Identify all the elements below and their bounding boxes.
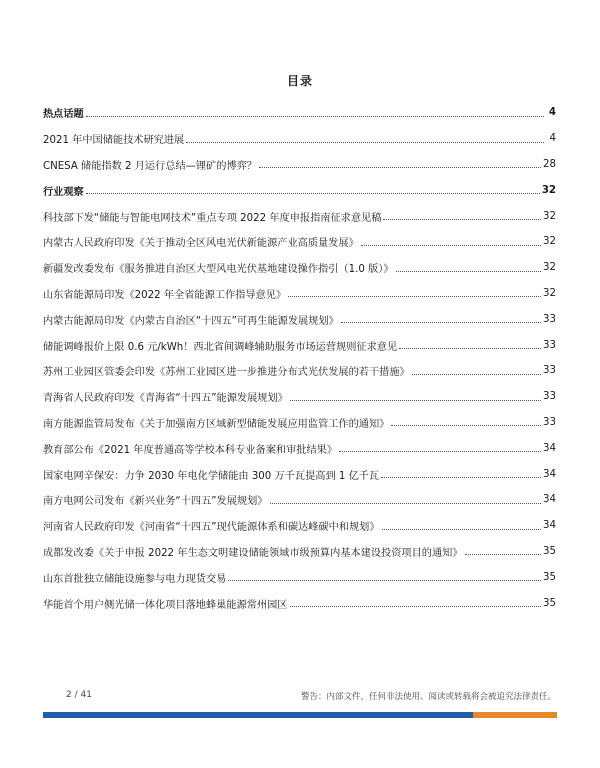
toc-section-entry[interactable] <box>43 177 556 203</box>
dot-leader <box>259 166 541 168</box>
toc-entry-title: 2021 年中国储能技术研究进展 <box>43 135 185 147</box>
page-title: 目录 <box>286 74 313 88</box>
toc-entry-page: 4 <box>549 133 556 145</box>
dot-leader <box>341 321 541 323</box>
dot-leader <box>381 476 541 478</box>
toc-entry[interactable] <box>43 306 556 332</box>
dot-leader <box>288 295 541 297</box>
toc-entry-title: 科技部下发“储能与智能电网技术”重点专项 2022 年度申报指南征求意见稿 <box>43 212 382 224</box>
dot-leader <box>396 270 542 272</box>
page-number: 2 / 41 <box>66 690 92 700</box>
toc-entry-title: 储能调峰报价上限 0.6 元/kWh！西北省间调峰辅助服务市场运营规则征求意见 <box>43 341 398 353</box>
dot-leader <box>399 347 541 349</box>
toc-entry[interactable] <box>43 384 556 410</box>
toc-entry-page: 34 <box>543 442 556 454</box>
toc-entry-title: 苏州工业园区管委会印发《苏州工业园区进一步推进分布式光伏发展的若干措施》 <box>43 367 410 379</box>
toc-entry-page: 33 <box>543 391 556 403</box>
toc-entry[interactable] <box>43 255 556 281</box>
toc-entry[interactable] <box>43 435 556 461</box>
toc-entry-title: 山东首批独立储能设施参与电力现货交易 <box>43 573 227 585</box>
toc-entry-title: 南方电网公司发布《新兴业务“十四五”发展规划》 <box>43 496 268 508</box>
toc-entry-title: 行业观察 <box>43 186 84 198</box>
toc-entry[interactable] <box>43 152 556 178</box>
toc-entry-page: 33 <box>543 339 556 351</box>
toc-entry-page: 33 <box>543 416 556 428</box>
toc-entry-title: 华能首个用户侧光储一体化项目落地蜂巢能源常州园区 <box>43 599 288 611</box>
dot-leader <box>412 373 541 375</box>
toc-entry-page: 33 <box>543 365 556 377</box>
dot-leader <box>290 399 541 401</box>
toc-entry[interactable] <box>43 358 556 384</box>
toc-section-entry[interactable] <box>43 100 556 126</box>
toc-entry-title: 教育部公布《2021 年度普通高等学校本科专业备案和审批结果》 <box>43 444 338 456</box>
dot-leader <box>290 605 542 607</box>
dot-leader <box>339 450 541 452</box>
toc-entry-title: 山东省能源局印发《2022 年全省能源工作指导意见》 <box>43 289 287 301</box>
dot-leader <box>383 218 541 220</box>
toc-entry[interactable] <box>43 590 556 616</box>
table-of-contents <box>43 100 556 616</box>
toc-entry[interactable] <box>43 487 556 513</box>
toc-entry-title: 内蒙古能源局印发《内蒙古自治区“十四五”可再生能源发展规划》 <box>43 315 339 327</box>
confidentiality-warning: 警告：内部文件，任何非法使用、阅读或转载将会被追究法律责任。 <box>300 692 556 702</box>
dot-leader <box>86 192 540 194</box>
toc-entry[interactable] <box>43 513 556 539</box>
toc-entry-page: 34 <box>543 520 556 532</box>
toc-entry-title: 青海省人民政府印发《青海省“十四五”能源发展规划》 <box>43 393 288 405</box>
toc-entry-page: 34 <box>543 494 556 506</box>
toc-entry[interactable] <box>43 539 556 565</box>
dot-leader <box>270 502 542 504</box>
toc-entry-title: CNESA 储能指数 2 月运行总结—锂矿的博弈？ <box>43 160 257 172</box>
toc-entry-page: 32 <box>541 184 556 196</box>
dot-leader <box>228 579 541 581</box>
toc-entry-page: 4 <box>548 107 556 119</box>
dot-leader <box>86 115 544 117</box>
toc-entry-page: 32 <box>543 236 556 248</box>
toc-entry-title: 热点话题 <box>43 109 84 121</box>
toc-entry[interactable] <box>43 461 556 487</box>
dot-leader <box>382 528 541 530</box>
toc-entry-page: 35 <box>543 597 556 609</box>
toc-entry[interactable] <box>43 203 556 229</box>
toc-entry-page: 32 <box>543 210 556 222</box>
toc-entry[interactable] <box>43 564 556 590</box>
toc-entry[interactable] <box>43 410 556 436</box>
toc-entry-page: 35 <box>543 571 556 583</box>
toc-entry-title: 国家电网辛保安：力争 2030 年电化学储能由 300 万千瓦提高到 1 亿千瓦 <box>43 470 380 482</box>
toc-entry[interactable] <box>43 126 556 152</box>
toc-entry-title: 成都发改委《关于申报 2022 年生态文明建设储能领域市级预算内基本建设投资项目的通知》 <box>43 547 463 559</box>
toc-entry-page: 33 <box>543 313 556 325</box>
toc-entry[interactable] <box>43 229 556 255</box>
toc-entry-title: 南方能源监管局发布《关于加强南方区域新型储能发展应用监管工作的通知》 <box>43 418 390 430</box>
footer-bar-orange <box>473 712 557 718</box>
toc-entry-page: 32 <box>543 287 556 299</box>
toc-entry[interactable] <box>43 332 556 358</box>
dot-leader <box>465 553 542 555</box>
dot-leader <box>361 244 541 246</box>
toc-entry-page: 35 <box>543 545 556 557</box>
toc-entry-page: 34 <box>543 468 556 480</box>
dot-leader <box>186 141 544 143</box>
toc-entry-page: 28 <box>543 158 556 170</box>
footer-bar-blue <box>43 712 473 718</box>
toc-entry-page: 32 <box>543 262 556 274</box>
toc-entry-title: 新疆发改委发布《服务推进自治区大型风电光伏基地建设操作指引（1.0 版）》 <box>43 264 394 276</box>
toc-entry-title: 内蒙古人民政府印发《关于推动全区风电光伏新能源产业高质量发展》 <box>43 238 359 250</box>
toc-entry[interactable] <box>43 281 556 307</box>
toc-entry-title: 河南省人民政府印发《河南省“十四五”现代能源体系和碳达峰碳中和规划》 <box>43 522 380 534</box>
dot-leader <box>391 424 541 426</box>
